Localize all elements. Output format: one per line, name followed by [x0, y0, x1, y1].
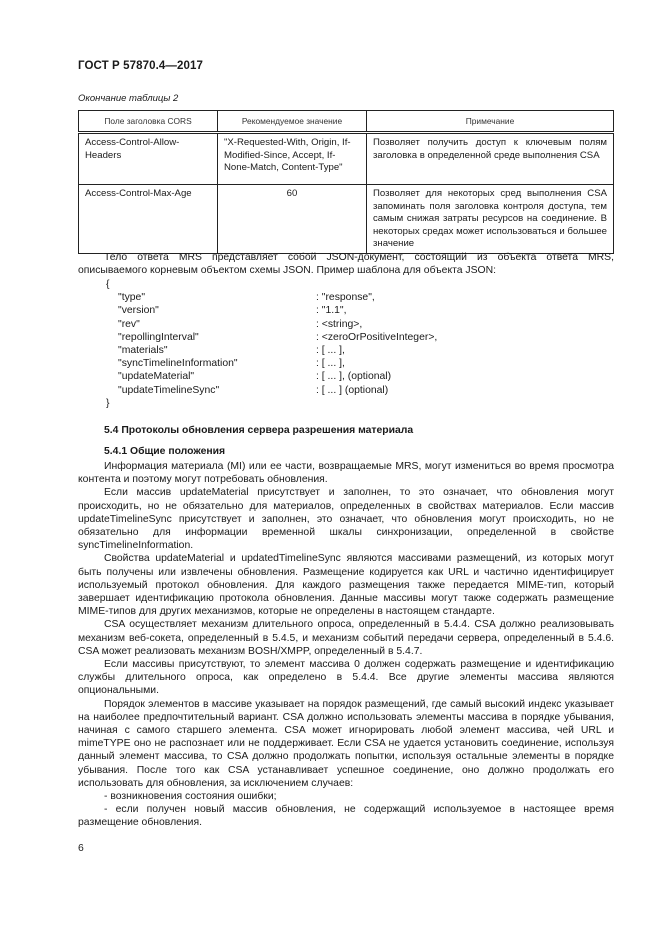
table-caption: Окончание таблицы 2	[78, 93, 179, 104]
paragraph: Если массив updateMaterial присутствует и заполнен, то это означает, что обновления могут происходить, но не обязательно для материалов, определенных в свойствах материалов. Если массив updateTimelineSync присутствует и заполнен, это означает, что обновления могут происходить, но не обязательно для информации временной шкалы синхронизации, определенной в свойстве syncTimelineInformation.	[78, 487, 614, 552]
page-number: 6	[78, 843, 84, 854]
json-entry	[106, 291, 506, 304]
json-value: : <zeroOrPositiveInteger>,	[316, 331, 438, 343]
table-header-row	[79, 111, 614, 133]
column-header-value: Рекомендуемое значение	[218, 111, 367, 133]
paragraph: Свойства updateMaterial и updatedTimelineSync являются массивами размещений, из которых могут быть получены или извлечены обновления. Размещение кодируется как URL и частично идентифицирует используемый протокол обновления. Для каждого размещения также передается MIME-тип, который завершает идентификацию протокола обновления. Данные массивы могут также содержать размещение MIME-типов для других механизмов, которые не определены в настоящем стандарте.	[78, 553, 614, 618]
json-value: : [ ... ], (optional)	[316, 371, 392, 383]
json-key: "version"	[118, 305, 159, 317]
cell-value: "X-Requested-With, Origin, If-Modified-Since, Accept, If-None-Match, Content-Type"	[218, 133, 367, 185]
json-entry	[106, 331, 506, 344]
cell-field: Access-Control-Max-Age	[79, 185, 218, 254]
json-key: "type"	[118, 292, 146, 304]
json-key: "repollingInterval"	[118, 331, 199, 343]
cors-headers-table	[78, 110, 614, 254]
section-heading: 5.4 Протоколы обновления сервера разрешения материала	[104, 425, 414, 436]
json-entry	[106, 384, 506, 397]
document-id-header: ГОСТ Р 57870.4—2017	[78, 60, 203, 72]
json-open-brace: {	[106, 279, 110, 290]
intro-paragraph: Тело ответа MRS представляет собой JSON-документ, состоящий из объекта ответа MRS, описываемого корневым объектом схемы JSON. Пример шаблона для объекта JSON:	[78, 252, 614, 277]
json-key: "syncTimelineInformation"	[118, 358, 238, 370]
cell-field: Access-Control-Allow-Headers	[79, 133, 218, 185]
json-entry	[106, 318, 506, 331]
paragraph: CSA осуществляет механизм длительного опроса, определенный в 5.4.4. CSA должно реализовывать механизм веб-сокета, определенный в 5.4.5, и механизм событий передачи сервера, определенный в 5.4.6. CSA может реализовать механизм BOSH/XMPP, определенный в 5.4.7.	[78, 619, 614, 657]
paragraph: Если массивы присутствуют, то элемент массива 0 должен содержать размещение и идентификацию службы длительного опроса, как определено в 5.4.4. Все другие элементы массива являются опциональными.	[78, 659, 614, 697]
json-entry	[106, 304, 506, 317]
json-value: : <string>,	[316, 318, 363, 330]
json-value: : [ ... ] (optional)	[316, 384, 389, 396]
json-key: "updateTimelineSync"	[118, 384, 220, 396]
json-key: "updateMaterial"	[118, 371, 195, 383]
json-entry	[106, 344, 506, 357]
json-key: "materials"	[118, 344, 168, 356]
json-value: : [ ... ],	[316, 344, 345, 356]
json-key: "rev"	[118, 318, 140, 330]
list-item: - если получен новый массив обновления, не содержащий используемое в настоящее время размещение обновления.	[78, 804, 614, 829]
column-header-field: Поле заголовка CORS	[79, 111, 218, 133]
column-header-note: Примечание	[367, 111, 614, 133]
json-close-brace: }	[106, 397, 110, 409]
paragraph: Порядок элементов в массиве указывает на порядок размещений, где самый высокий индекс указывает на наиболее предпочтительный вариант. CSA должно использовать элементы массива в порядке убывания, начиная с самого старшего элемента. CSA может игнорировать любой элемент массива, чей URL и mimeTYPE оно не распознает или не поддерживает. Если CSA не удается установить соединение, используя данный элемент массива, то CSA должно продолжать попытки, используя остальные элементы в порядке убывания. После того как CSA устанавливает успешное соединение, оно должно продолжать его использовать для обновления, за исключением случаев:	[78, 698, 614, 789]
json-value: : [ ... ],	[316, 358, 345, 370]
table-row	[79, 133, 614, 185]
json-template-block	[106, 278, 506, 410]
cell-value: 60	[218, 185, 367, 254]
paragraph: Информация материала (MI) или ее части, возвращаемые MRS, могут измениться во время просмотра контента и поэтому могут потребовать обновления.	[78, 461, 614, 486]
intro-paragraph-block	[78, 251, 614, 277]
section-body	[78, 460, 614, 830]
json-entry	[106, 370, 506, 383]
json-value: : "1.1",	[316, 305, 347, 317]
list-item: - возникновения состояния ошибки;	[104, 791, 277, 803]
table-row	[79, 185, 614, 254]
cell-note: Позволяет для некоторых сред выполнения CSA запоминать поля заголовка контроля доступа, тем самым снижая затраты ресурсов на соединение. В некоторых средах может использоваться и большее значение	[367, 185, 614, 254]
json-entry	[106, 357, 506, 370]
cell-note: Позволяет получить доступ к ключевым полям заголовка в определенной среде выполнения CSA	[367, 133, 614, 185]
subsection-heading: 5.4.1 Общие положения	[104, 446, 226, 457]
json-value: : "response",	[316, 292, 375, 304]
